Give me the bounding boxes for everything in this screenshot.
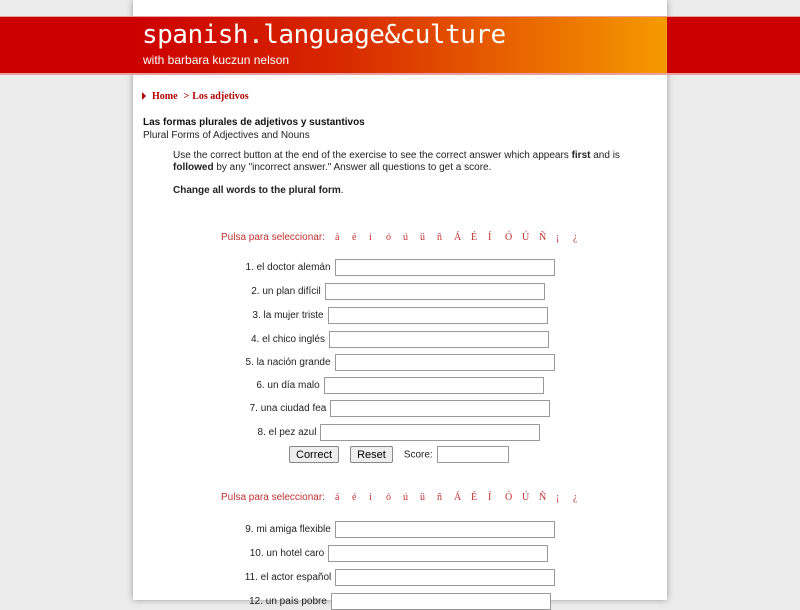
exercise-controls <box>289 446 509 464</box>
question-row <box>0 569 800 586</box>
question-label: 10. un hotel caro <box>249 548 325 560</box>
char-button[interactable]: Ñ <box>538 232 547 243</box>
char-button[interactable]: í <box>368 492 372 503</box>
exercise-directive <box>173 185 344 197</box>
char-picker <box>221 232 590 244</box>
char-button[interactable]: Ñ <box>538 492 547 503</box>
answer-input[interactable] <box>320 424 540 441</box>
char-button[interactable]: ñ <box>436 492 442 503</box>
char-button[interactable]: Ó <box>504 492 513 503</box>
instr-bold-first: first <box>571 150 591 161</box>
question-label: 9. mi amiga flexible <box>245 524 331 536</box>
question-row <box>0 521 800 538</box>
directive-period: . <box>340 185 344 196</box>
char-button[interactable]: ¿ <box>572 232 578 243</box>
answer-input[interactable] <box>330 400 550 417</box>
char-button[interactable]: ó <box>385 232 391 243</box>
breadcrumb-separator: > <box>183 91 190 102</box>
score-label: Score: <box>403 449 433 461</box>
char-button[interactable]: é <box>351 232 357 243</box>
answer-input[interactable] <box>328 307 548 324</box>
answer-input[interactable] <box>324 377 544 394</box>
instr-text: by any "incorrect answer." Answer all questions to get a score. <box>216 162 492 173</box>
page-title: Las formas plurales de adjetivos y sustantivos <box>143 117 365 128</box>
instr-text: Use the correct button at the end of the exercise to see the correct answer which appears <box>173 150 569 161</box>
breadcrumb-current[interactable]: Los adjetivos <box>192 91 249 102</box>
char-button[interactable]: ¡ <box>555 492 560 503</box>
question-row <box>0 331 800 348</box>
char-button[interactable]: á <box>334 492 340 503</box>
directive-text: Change all words to the plural form <box>173 185 341 196</box>
instr-text: and is <box>593 150 620 161</box>
question-row <box>0 593 800 610</box>
char-button[interactable]: ü <box>419 232 425 243</box>
question-row <box>0 283 798 300</box>
question-label: 5. la nación grande <box>245 357 331 369</box>
answer-input[interactable] <box>335 569 555 586</box>
char-button[interactable]: Ú <box>521 492 530 503</box>
char-picker-label: Pulsa para seleccionar: <box>221 232 325 243</box>
char-button[interactable]: Ú <box>521 232 530 243</box>
triangle-bullet-icon <box>142 92 146 100</box>
page-subtitle: Plural Forms of Adjectives and Nouns <box>143 130 310 141</box>
question-label: 2. un plan difícil <box>251 286 321 298</box>
char-button[interactable]: ú <box>402 492 408 503</box>
question-row <box>0 307 800 324</box>
char-button[interactable]: É <box>470 232 478 243</box>
correct-button[interactable]: Correct <box>289 446 339 463</box>
char-button[interactable]: ñ <box>436 232 442 243</box>
char-button[interactable]: Í <box>487 232 492 243</box>
question-row <box>0 259 800 276</box>
question-row <box>0 400 800 417</box>
question-label: 4. el chico inglés <box>251 334 325 346</box>
site-banner <box>133 16 667 75</box>
site-title: spanish.language&culture <box>142 20 506 50</box>
char-button[interactable]: ¡ <box>555 232 560 243</box>
question-row <box>0 545 799 562</box>
char-button[interactable]: ¿ <box>572 492 578 503</box>
char-button[interactable]: í <box>368 232 372 243</box>
breadcrumb <box>142 91 255 103</box>
instructions <box>173 150 623 174</box>
char-button[interactable]: ú <box>402 232 408 243</box>
char-button[interactable]: ü <box>419 492 425 503</box>
instr-bold-followed: followed <box>173 162 214 173</box>
char-picker <box>221 492 590 504</box>
char-button[interactable]: É <box>470 492 478 503</box>
question-row <box>0 354 800 371</box>
char-button[interactable]: Á <box>453 232 462 243</box>
answer-input[interactable] <box>325 283 545 300</box>
answer-input[interactable] <box>335 354 555 371</box>
reset-button[interactable]: Reset <box>350 446 393 463</box>
char-button[interactable]: é <box>351 492 357 503</box>
char-button[interactable]: Á <box>453 492 462 503</box>
question-label: 11. el actor español <box>244 572 332 584</box>
score-field[interactable] <box>437 446 509 463</box>
char-button[interactable]: á <box>334 232 340 243</box>
answer-input[interactable] <box>331 593 551 610</box>
char-button[interactable]: Í <box>487 492 492 503</box>
question-label: 8. el pez azul <box>257 427 317 439</box>
question-label: 1. el doctor alemán <box>245 262 331 274</box>
site-subtitle: with barbara kuczun nelson <box>143 53 290 67</box>
question-row <box>0 424 799 441</box>
question-row <box>0 377 800 394</box>
question-label: 6. un día malo <box>256 380 320 392</box>
char-picker-label: Pulsa para seleccionar: <box>221 492 325 503</box>
question-label: 12. un país pobre <box>249 596 327 608</box>
char-button[interactable]: Ó <box>504 232 513 243</box>
answer-input[interactable] <box>335 259 555 276</box>
breadcrumb-home-link[interactable]: Home <box>152 91 178 102</box>
question-label: 7. una ciudad fea <box>249 403 327 415</box>
char-button[interactable]: ó <box>385 492 391 503</box>
question-label: 3. la mujer triste <box>252 310 324 322</box>
answer-input[interactable] <box>329 331 549 348</box>
answer-input[interactable] <box>328 545 548 562</box>
answer-input[interactable] <box>335 521 555 538</box>
